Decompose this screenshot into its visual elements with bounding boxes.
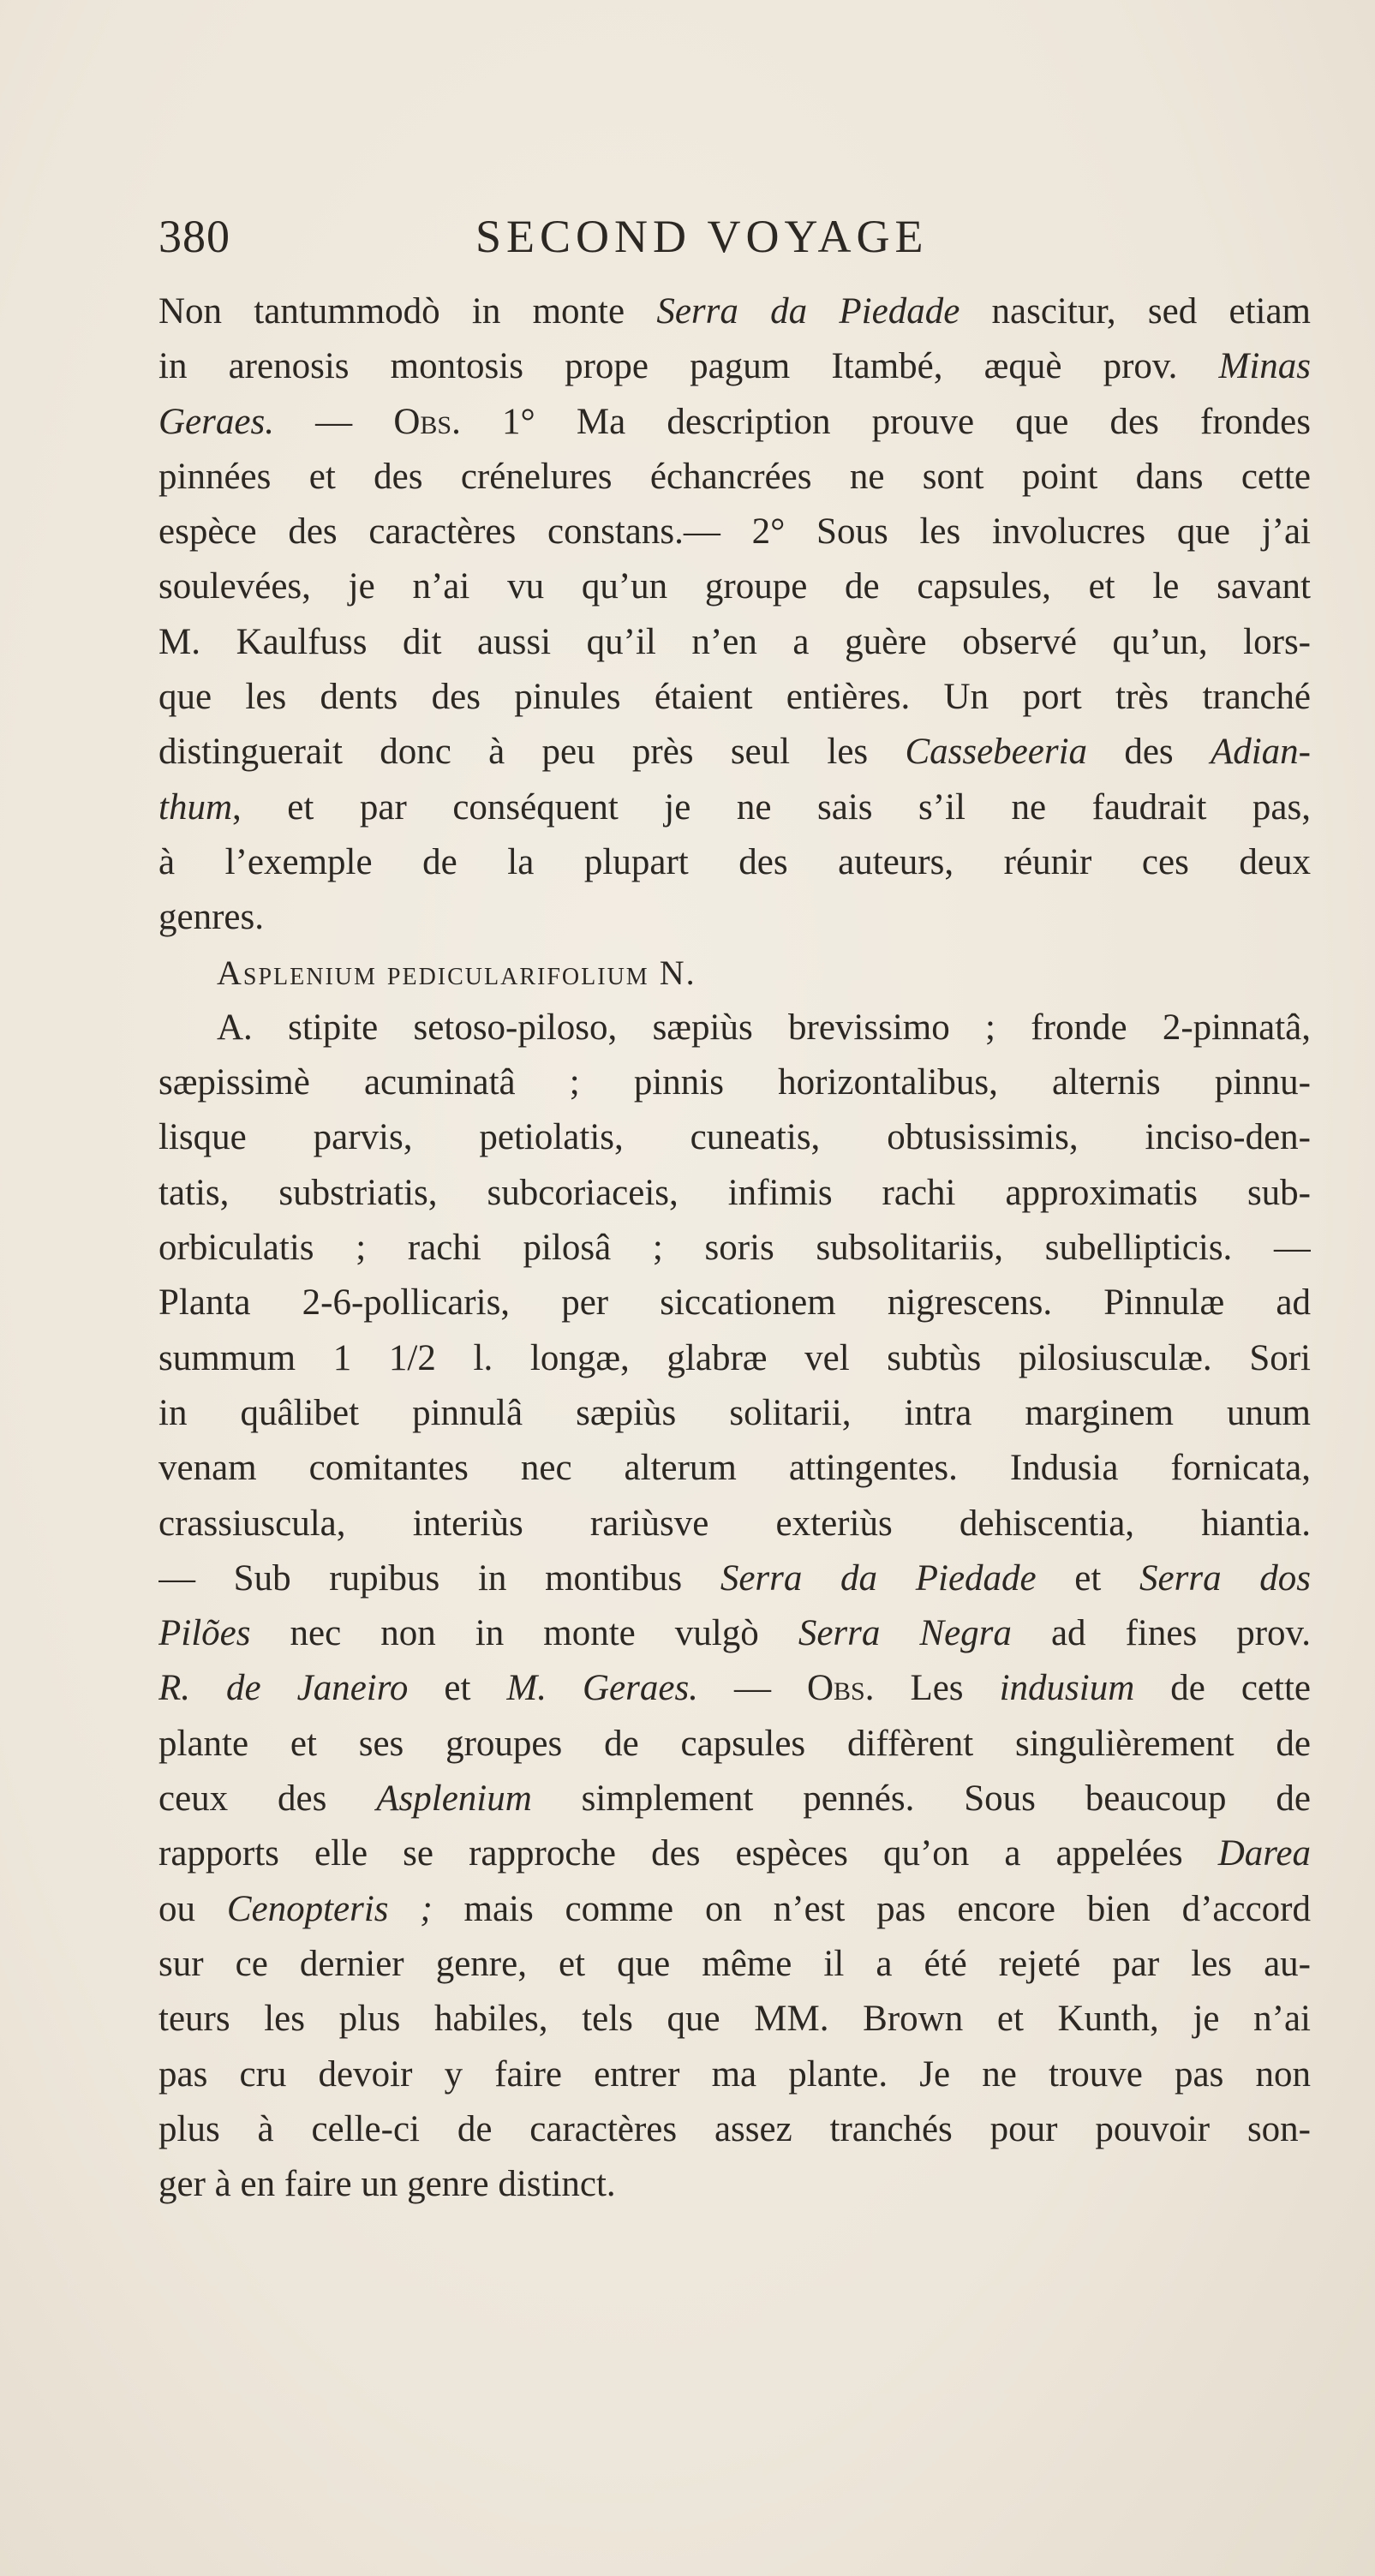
body-text (158, 284, 1311, 2212)
text-run: Asplenium (376, 1778, 532, 1820)
text-run: Serra dos (1139, 1557, 1311, 1599)
text-run: — (273, 401, 394, 442)
text-run: Obs. (806, 1668, 875, 1709)
text-run: ad fines prov. (1011, 1613, 1311, 1654)
text-run: teurs les plus habiles, tels que MM. Brown et Kunth, je n’ai (158, 1999, 1311, 2040)
text-line (158, 890, 1311, 945)
text-line (158, 559, 1311, 614)
text-run: orbiculatis ; rachi pilosâ ; soris subsolitariis, subellipticis. — (158, 1228, 1311, 1269)
text-line (158, 2047, 1311, 2102)
text-run: à l’exemple de la plupart des auteurs, réunir ces deux (158, 841, 1311, 882)
text-run: des (1087, 732, 1211, 773)
text-line (158, 1386, 1311, 1441)
text-run: plante et ses groupes de capsules diffèrent singulièrement de (158, 1723, 1311, 1764)
text-line (158, 1331, 1311, 1386)
running-title: SECOND VOYAGE (475, 211, 929, 262)
text-line (158, 1717, 1311, 1772)
page-header (158, 210, 1311, 270)
text-line (158, 1937, 1311, 1992)
text-run: — (697, 1668, 807, 1709)
text-line (158, 1001, 1311, 1055)
text-run: Cenopteris ; (226, 1888, 433, 1929)
text-line (158, 2102, 1311, 2157)
text-line (158, 1882, 1311, 1937)
text-run: indusium (999, 1668, 1135, 1709)
text-line (158, 339, 1311, 394)
text-run: Geraes. (158, 401, 274, 442)
text-run: plus à celle-ci de caractères assez tranchés pour pouvoir son- (158, 2108, 1311, 2149)
text-run: N. (649, 953, 696, 992)
text-run: Darea (1217, 1833, 1311, 1874)
text-run: ou (158, 1888, 227, 1929)
text-line (158, 1551, 1311, 1606)
text-run: que les dents des pinules étaient entières. Un port très tranché (158, 677, 1311, 718)
text-run: in arenosis montosis prope pagum Itambé, æquè prov. (158, 346, 1219, 387)
text-line (158, 1221, 1311, 1276)
species-heading (158, 946, 1311, 1001)
text-line (158, 2157, 1311, 2212)
text-run: ceux des (158, 1778, 377, 1820)
text-line (158, 725, 1311, 780)
text-run: in quâlibet pinnulâ sæpiùs solitarii, intra marginem unum (158, 1392, 1311, 1433)
text-line (158, 395, 1311, 450)
text-run: Adian- (1210, 732, 1311, 773)
text-run: genres. (158, 897, 264, 938)
text-run: crassiuscula, interiùs rariùsve exteriùs dehiscentia, hiantia. (158, 1503, 1311, 1544)
text-line (158, 835, 1311, 890)
text-run: et (1036, 1557, 1140, 1599)
text-line (158, 1661, 1311, 1716)
text-run: A. stipite setoso-piloso, sæpiùs brevissimo ; fronde 2-pinnatâ, (217, 1007, 1311, 1048)
text-run: sur ce dernier genre, et que même il a été rejeté par les au- (158, 1943, 1311, 1984)
text-line (158, 450, 1311, 505)
text-run: distinguerait donc à peu près seul les (158, 732, 906, 773)
text-line (158, 284, 1311, 339)
text-run: soulevées, je n’ai vu qu’un groupe de capsules, et le savant (158, 566, 1311, 607)
text-run: mais comme on n’est pas encore bien d’accord (432, 1888, 1311, 1929)
text-run: espèce des caractères constans.— 2° Sous les involucres que j’ai (158, 511, 1311, 553)
text-run: de cette (1134, 1668, 1311, 1709)
text-run: pinnées et des crénelures échancrées ne sont point dans cette (158, 456, 1311, 497)
text-run: Pilões (158, 1613, 251, 1654)
text-line (158, 670, 1311, 725)
text-run: tatis, substriatis, subcoriaceis, infimis rachi approximatis sub- (158, 1172, 1311, 1213)
text-run: sæpissimè acuminatâ ; pinnis horizontalibus, alternis pinnu- (158, 1062, 1311, 1103)
text-line (158, 1992, 1311, 2047)
text-run: 1° Ma description prouve que des frondes (460, 401, 1311, 442)
text-line (158, 1055, 1311, 1110)
text-run: — Sub rupibus in montibus (158, 1557, 720, 1599)
text-line (158, 1606, 1311, 1661)
text-line (158, 505, 1311, 559)
text-run: venam comitantes nec alterum attingentes. Indusia fornicata, (158, 1448, 1311, 1489)
text-run: Serra Negra (798, 1613, 1012, 1654)
text-run: Obs. (393, 401, 461, 442)
text-run: simplement pennés. Sous beaucoup de (531, 1778, 1311, 1820)
text-run: Serra da Piedade (656, 291, 960, 332)
text-run: nec non in monte vulgò (250, 1613, 798, 1654)
text-line (158, 1772, 1311, 1826)
text-line (158, 615, 1311, 670)
text-run: ger à en faire un genre distinct. (158, 2164, 616, 2205)
text-line (158, 1166, 1311, 1221)
text-run: lisque parvis, petiolatis, cuneatis, obtusissimis, inciso-den- (158, 1117, 1311, 1158)
text-run: nascitur, sed etiam (960, 291, 1311, 332)
text-run: M. Kaulfuss dit aussi qu’il n’en a guère observé qu’un, lors- (158, 621, 1311, 662)
page-number: 380 (158, 211, 230, 262)
text-line (158, 780, 1311, 835)
text-run: Non tantummodò in monte (158, 291, 657, 332)
text-line (158, 1276, 1311, 1330)
text-run: Planta 2-6-pollicaris, per siccationem nigrescens. Pinnulæ ad (158, 1282, 1311, 1324)
text-run: summum 1 1/2 l. longæ, glabræ vel subtùs pilosiusculæ. Sori (158, 1337, 1311, 1378)
text-line (158, 1110, 1311, 1165)
text-run: Les (874, 1668, 1000, 1709)
text-line (158, 1441, 1311, 1496)
text-line (158, 1826, 1311, 1881)
text-run: M. Geraes. (506, 1668, 698, 1709)
text-run: , et par conséquent je ne sais s’il ne faudrait pas, (232, 786, 1311, 828)
text-run: thum (158, 786, 232, 828)
text-run: Cassebeeria (905, 732, 1088, 773)
text-run: rapports elle se rapproche des espèces qu’on a appelées (158, 1833, 1218, 1874)
text-run: pas cru devoir y faire entrer ma plante. Je ne trouve pas non (158, 2053, 1311, 2095)
text-run: Serra da Piedade (720, 1557, 1037, 1599)
text-run: et (408, 1668, 507, 1709)
text-run: R. de Janeiro (158, 1668, 409, 1709)
text-line (158, 1497, 1311, 1551)
text-run: Asplenium pedicularifolium (217, 953, 649, 992)
text-run: Minas (1218, 346, 1311, 387)
